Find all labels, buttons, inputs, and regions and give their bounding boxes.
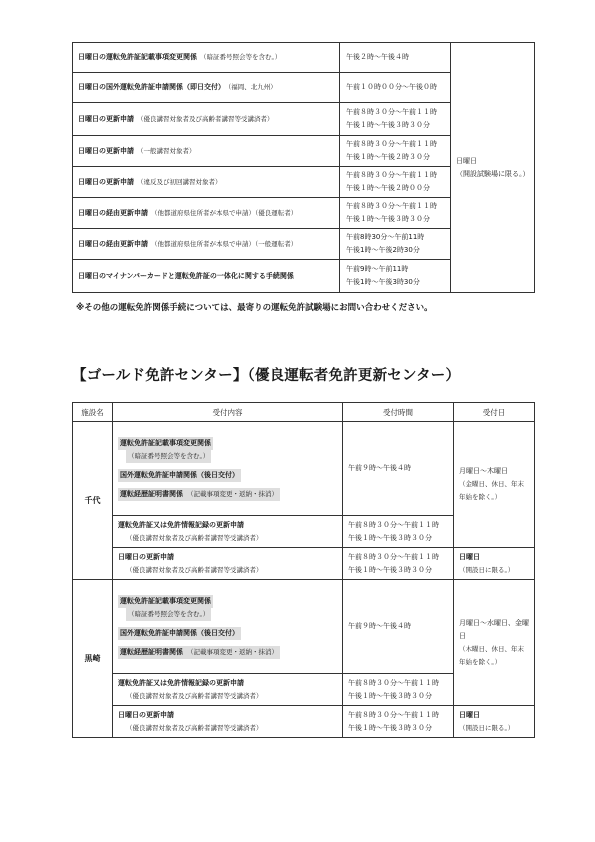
time-line: 午前１０時００分～午後０時: [346, 83, 437, 91]
day-cell: [454, 706, 535, 738]
day-label: 日曜日: [456, 156, 477, 165]
table-header-row: [73, 403, 535, 422]
header-time: 受付時間: [343, 403, 454, 422]
time-cell: 午前９時～午後４時: [343, 422, 454, 516]
time-line: 午前８時３０分～午前１１時: [348, 710, 439, 719]
header-day: 受付日: [454, 403, 535, 422]
time-line: 午前８時３０分～午前１１時: [346, 140, 437, 148]
content-note: （暗証番号照会等を含む。）: [126, 608, 211, 621]
service-content: [73, 167, 340, 198]
service-name: 日曜日の運転免許証記載事項変更関係: [78, 53, 197, 61]
day-cell: [454, 422, 535, 548]
content-item: 日曜日の更新申請: [118, 552, 174, 561]
content-cell: [113, 706, 343, 738]
service-time: [340, 229, 451, 260]
day-label: 日曜日: [459, 552, 480, 561]
content-line: [118, 627, 337, 640]
content-note: （優良講習対象者及び高齢者講習等受講済者）: [126, 565, 263, 574]
time-line: 午前9時～午前11時: [346, 265, 409, 273]
content-note: （優良講習対象者及び高齢者講習等受講済者）: [126, 723, 263, 732]
service-time: [340, 73, 451, 103]
content-item: 日曜日の更新申請: [118, 710, 174, 719]
content-item: 運転免許証又は免許情報記録の更新申請: [118, 520, 244, 529]
content-item: 国外運転免許証申請関係（後日交付）: [118, 627, 241, 640]
service-name: 日曜日の更新申請: [78, 114, 134, 123]
header-facility: 施設名: [73, 403, 113, 422]
content-item: 運転免許証記載事項変更関係: [118, 595, 213, 608]
content-item: 国外運転免許証申請関係（後日交付）: [118, 469, 241, 482]
service-content: [73, 136, 340, 167]
content-cell: [113, 548, 343, 580]
service-note: （他都道府県住所者が本県で申請）（優良運転者）: [151, 208, 298, 217]
service-content: [73, 198, 340, 229]
time-line: 午前８時３０分～午前１１時: [346, 202, 437, 210]
time-line: 午前８時３０分～午前１１時: [348, 520, 439, 529]
header-content: 受付内容: [113, 403, 343, 422]
time-cell: [343, 548, 454, 580]
service-note: （違反及び初回講習対象者）: [137, 177, 222, 186]
service-time: [340, 103, 451, 136]
time-cell: 午前９時～午後４時: [343, 580, 454, 674]
day-main-note: （木曜日、休日、年末年始を除く。）: [459, 644, 524, 666]
time-line: 午前８時３０分～午前１１時: [348, 552, 439, 561]
service-time: [340, 167, 451, 198]
day-cell: [454, 548, 535, 580]
content-line: [118, 437, 337, 450]
service-time: [340, 43, 451, 73]
time-line: 午後１時～午後３時３０分: [348, 533, 432, 542]
content-line: [118, 488, 337, 501]
service-note: （一般講習対象者）: [137, 146, 196, 155]
service-name: 日曜日の更新申請: [78, 177, 134, 186]
service-time: [340, 198, 451, 229]
time-line: 午後２時～午後４時: [346, 53, 409, 61]
time-line: 午後1時～午後2時30分: [346, 246, 420, 254]
time-line: 午後１時～午後３時３０分: [348, 691, 432, 700]
service-name: 日曜日の国外運転免許証申請関係（即日交付）: [78, 83, 225, 91]
service-name: 日曜日の経由更新申請: [78, 239, 148, 248]
day-note: （開設日に限る。）: [459, 723, 515, 732]
service-note: （暗証番号照会等を含む。）: [200, 53, 282, 61]
time-cell: [343, 516, 454, 548]
sunday-services-table: [72, 42, 535, 293]
service-time: [340, 260, 451, 293]
time-line: 午後1時～午後3時30分: [346, 278, 420, 286]
content-note: （優良講習対象者及び高齢者講習等受講済者）: [126, 691, 263, 700]
time-line: 午前8時30分～午前11時: [346, 233, 425, 241]
table-row: [73, 548, 535, 580]
time-line: 午前８時３０分～午前１１時: [348, 678, 439, 687]
facility-name: 黒崎: [73, 580, 113, 738]
content-note: （優良講習対象者及び高齢者講習等受講済者）: [126, 533, 263, 542]
time-line: 午後１時～午後３時３０分: [346, 215, 430, 223]
gold-center-table: [72, 402, 535, 738]
service-time: [340, 136, 451, 167]
day-main: 月曜日～木曜日: [459, 467, 508, 475]
gold-center-title: 【ゴールド免許センター】（優良運転者免許更新センター）: [72, 368, 461, 384]
content-note: （暗証番号照会等を含む。）: [126, 450, 211, 463]
content-note: （記載事項変更・返納・抹消）: [185, 488, 280, 501]
day-cell: [454, 580, 535, 706]
service-name: 日曜日の更新申請: [78, 146, 134, 155]
table-row: [73, 422, 535, 516]
service-content: [73, 43, 340, 73]
content-item: 運転経歴証明書関係: [118, 488, 185, 501]
day-main: 月曜日～水曜日、金曜日: [459, 618, 529, 640]
table-row: [73, 43, 535, 73]
day-label: 日曜日: [459, 710, 480, 719]
content-cell: [113, 580, 343, 674]
service-day: [451, 43, 535, 293]
content-line: [118, 646, 337, 659]
time-line: 午前８時３０分～午前１１時: [346, 108, 437, 116]
inquiry-note: ※その他の運転免許関係手続については、最寄りの運転免許試験場にお問い合わせください。: [76, 303, 433, 313]
day-note: （開設試験場に限る。）: [456, 169, 530, 178]
time-cell: [343, 706, 454, 738]
service-content: [73, 73, 340, 103]
time-line: 午後１時～午後２時３０分: [346, 153, 430, 161]
content-cell: [113, 422, 343, 516]
content-item: 運転免許証記載事項変更関係: [118, 437, 213, 450]
service-note: （福岡、北九州）: [228, 83, 277, 91]
content-line: [118, 595, 337, 608]
content-line: [118, 469, 337, 482]
time-line: 午後１時～午後３時３０分: [348, 723, 432, 732]
time-line: 午後１時～午後３時３０分: [348, 565, 432, 574]
time-cell: [343, 674, 454, 706]
content-cell: [113, 674, 343, 706]
service-note: （他都道府県住所者が本県で申請）（一般運転者）: [151, 239, 298, 248]
time-line: 午前８時３０分～午前１１時: [346, 171, 437, 179]
service-name: 日曜日のマイナンバーカードと運転免許証の一体化に関する手続関係: [78, 271, 294, 280]
content-item: 運転免許証又は免許情報記録の更新申請: [118, 678, 244, 687]
service-content: [73, 229, 340, 260]
day-main-note: （金曜日、休日、年末年始を除く。）: [459, 480, 524, 501]
table-row: [73, 580, 535, 674]
service-note: （優良講習対象者及び高齢者講習等受講済者）: [137, 114, 274, 123]
facility-name: 千代: [73, 422, 113, 580]
content-line: [118, 450, 337, 463]
service-content: [73, 103, 340, 136]
table-row: [73, 706, 535, 738]
content-cell: [113, 516, 343, 548]
day-note: （開設日に限る。）: [459, 565, 515, 574]
content-item: 運転経歴証明書関係: [118, 646, 185, 659]
content-line: [118, 608, 337, 621]
content-note: （記載事項変更・返納・抹消）: [185, 646, 280, 659]
time-line: 午後１時～午後３時３０分: [346, 121, 430, 129]
service-name: 日曜日の経由更新申請: [78, 208, 148, 217]
time-line: 午後１時～午後２時００分: [346, 184, 430, 192]
service-content: [73, 260, 340, 293]
